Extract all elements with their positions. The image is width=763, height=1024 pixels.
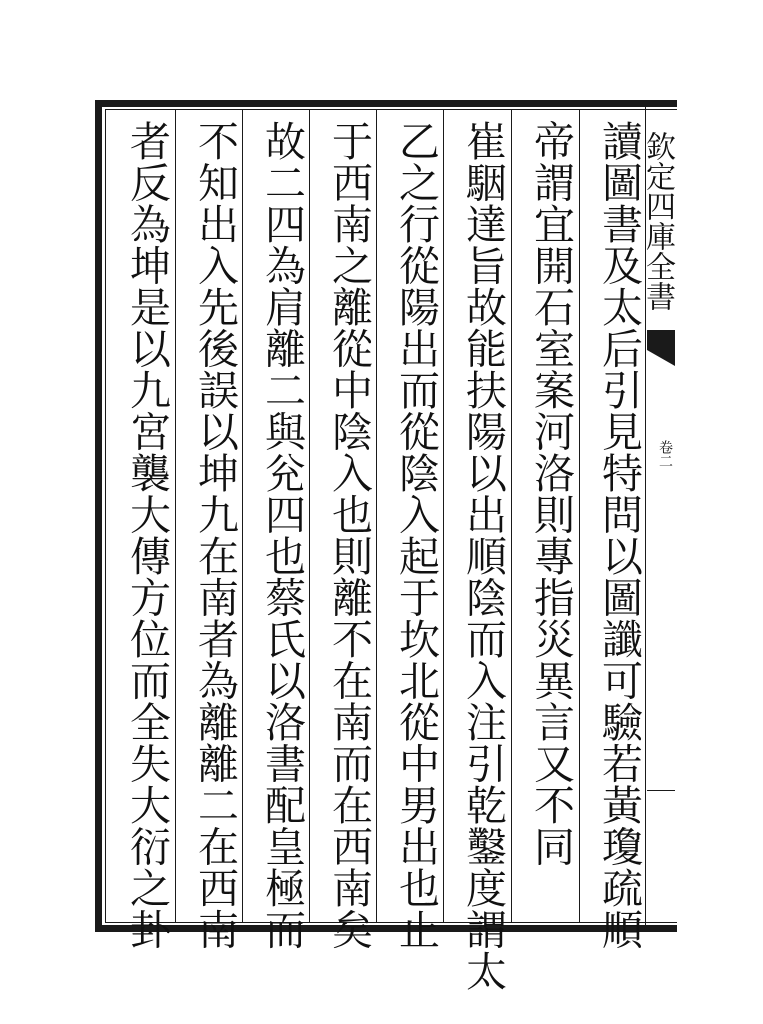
column-rule xyxy=(579,110,580,922)
text-column-3: 崔駰達旨故能扶陽以出順陰而入注引乾鑿度謂太 xyxy=(459,120,507,992)
margin-bottom-rule xyxy=(647,790,675,791)
column-rule xyxy=(511,110,512,922)
text-column-2: 帝謂宜開石室案河洛則專指災異言又不同 xyxy=(527,120,575,867)
column-rule xyxy=(309,110,310,922)
text-column-5: 于西南之離從中陰入也則離不在南而在西南矣 xyxy=(325,120,373,950)
text-column-6: 故二四為肩離二與兊四也蔡氏以洛書配皇極而 xyxy=(258,120,306,950)
column-rule xyxy=(242,110,243,922)
column-rule xyxy=(376,110,377,922)
margin-book-title: 欽定四庫全書 xyxy=(640,131,675,311)
text-column-4: 乙之行從陽出而從陰入起于坎北從中男出也止 xyxy=(392,120,440,950)
text-column-7: 不知出入先後誤以坤九在南者為離離二在西南 xyxy=(191,120,239,950)
text-column-1: 讀圖書及太后引見特問以圖讖可驗若黃瓊疏順 xyxy=(595,120,643,950)
column-rule xyxy=(175,110,176,922)
margin-juan-label: 卷二 xyxy=(657,440,673,468)
text-column-8: 者反為坤是以九宮襲大傳方位而全失大衍之卦 xyxy=(123,120,171,950)
column-rule xyxy=(443,110,444,922)
fishtail-icon xyxy=(647,332,675,368)
